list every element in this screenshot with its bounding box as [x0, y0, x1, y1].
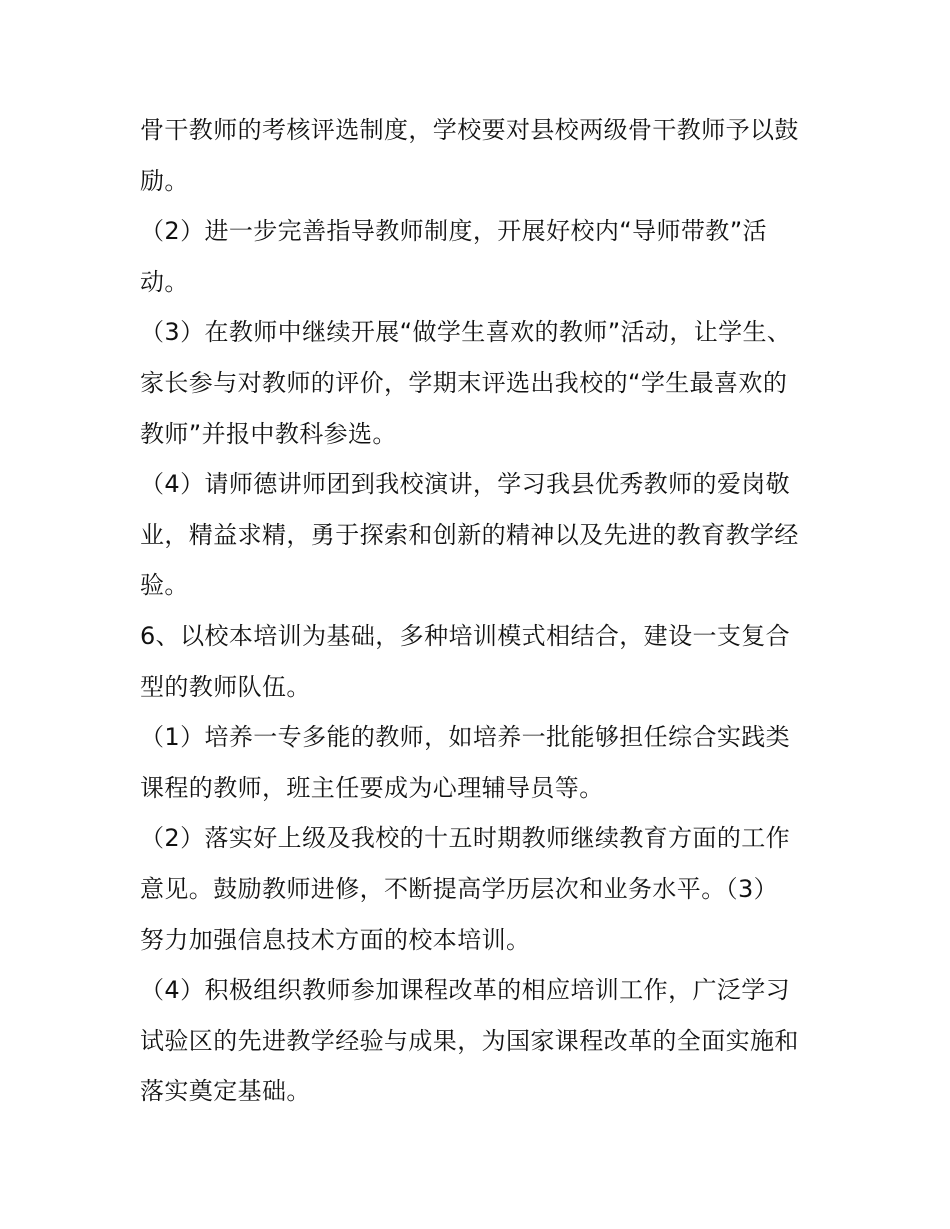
text-line: 励。 — [140, 166, 189, 195]
text-line: 努力加强信息技术方面的校本培训。 — [140, 925, 531, 954]
text-line: （3）在教师中继续开展“做学生喜欢的教师”活动，让学生、 — [140, 318, 792, 347]
text-line: 试验区的先进教学经验与成果，为国家课程改革的全面实施和 — [140, 1026, 799, 1055]
text-line: 家长参与对教师的评价，学期末评选出我校的“学生最喜欢的 — [140, 368, 788, 397]
text-line: （2）进一步完善指导教师制度，开展好校内“导师带教”活 — [140, 217, 767, 246]
text-line: 课程的教师，班主任要成为心理辅导员等。 — [140, 773, 604, 802]
document-body — [140, 105, 820, 1117]
text-line: 落实奠定基础。 — [140, 1077, 311, 1106]
text-line: （4）积极组织教师参加课程改革的相应培训工作，广泛学习 — [140, 976, 791, 1005]
text-line: 验。 — [140, 571, 189, 600]
text-line: 业，精益求精，勇于探索和创新的精神以及先进的教育教学经 — [140, 520, 799, 549]
text-line: 意见。鼓励教师进修，不断提高学历层次和业务水平。（3） — [140, 874, 779, 903]
text-line: 教师”并报中教科参选。 — [140, 419, 397, 448]
text-line: 型的教师队伍。 — [140, 672, 311, 701]
text-line: 骨干教师的考核评选制度，学校要对县校两级骨干教师予以鼓 — [140, 116, 799, 144]
text-line: 动。 — [140, 267, 189, 296]
text-line: （2）落实好上级及我校的十五时期教师继续教育方面的工作 — [140, 824, 791, 853]
text-line: （1）培养一专多能的教师，如培养一批能够担任综合实践类 — [140, 723, 791, 752]
text-line: 6、以校本培训为基础，多种培训模式相结合，建设一支复合 — [140, 621, 791, 650]
text-line: （4）请师德讲师团到我校演讲，学习我县优秀教师的爱岗敬 — [140, 470, 791, 499]
